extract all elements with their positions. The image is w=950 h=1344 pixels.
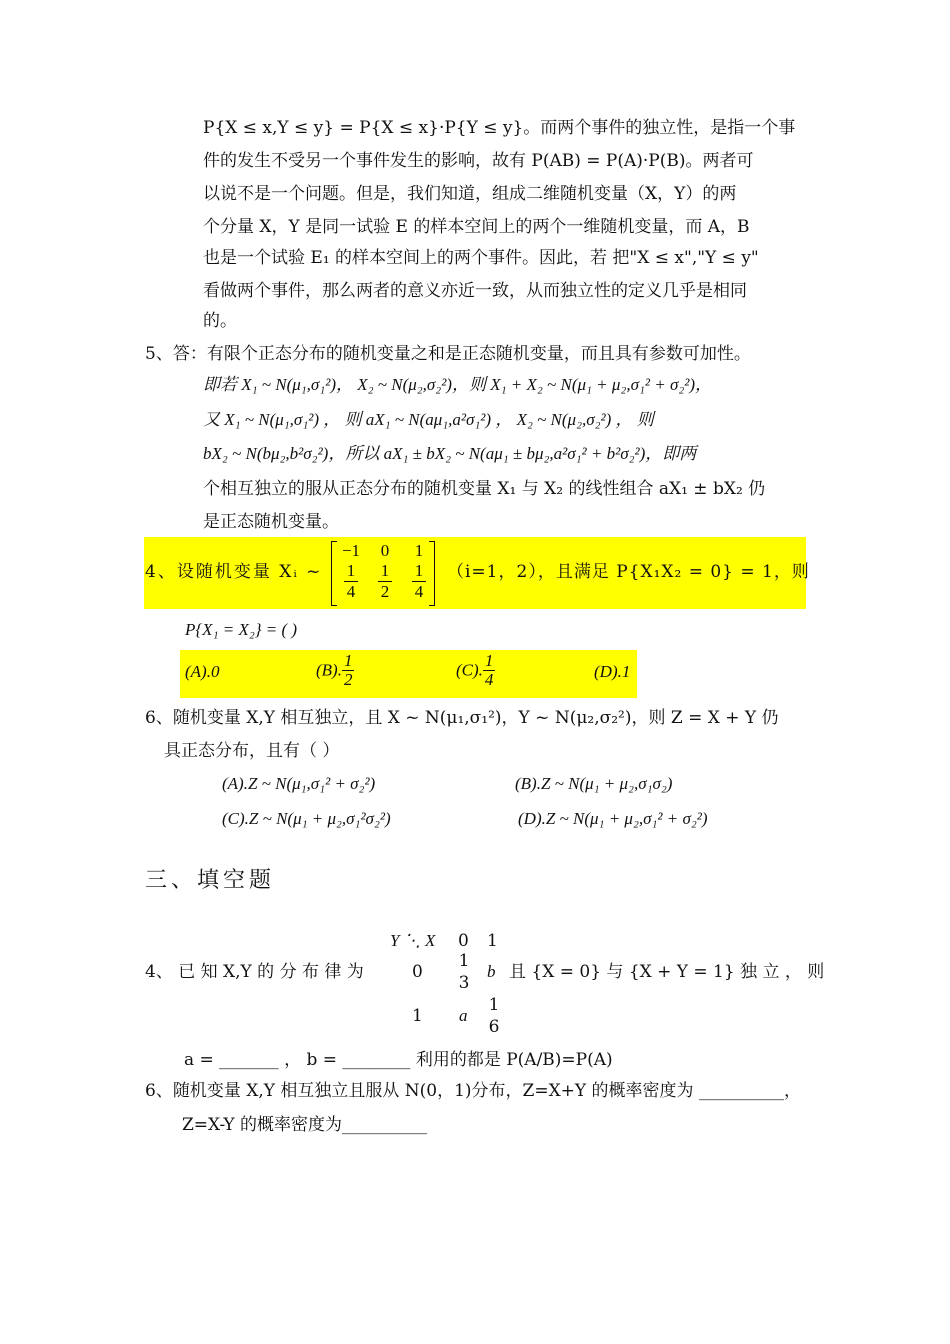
question-4-tail: （i=1，2），且满足 P{X₁X₂ = 0} = 1，则 [447,562,810,582]
text-line: 个分量 X，Y 是同一试验 E 的样本空间上的两个一维随机变量，而 A，B [203,217,750,237]
option-c: (C).Z ~ N(μ₁ + μ₂,σ₁²σ₂²) [222,809,391,828]
frac-num: 1 [484,651,494,670]
table-y0: 0 [412,962,423,982]
text-line: 是正态随机变量。 [203,512,339,532]
matrix-cell: 0 [380,541,390,560]
fraction [342,652,355,689]
table-y1: 1 [412,1006,423,1026]
p00-den: 3 [458,973,470,993]
p11-den: 6 [488,1017,500,1037]
table-corner: Y ⋱ X [390,931,436,950]
matrix-den: 4 [414,582,424,601]
matrix-den: 4 [346,582,356,601]
frac-den: 4 [484,670,494,689]
table-p10: a [459,1006,468,1025]
option-d: (D).1 [594,662,631,681]
text-line: P{X ≤ x,Y ≤ y} = P{X ≤ x}·P{Y ≤ y}。而两个事件的独立性，是指一个事 [203,118,796,138]
table-p00 [455,950,473,994]
text-line: 以说不是一个问题。但是，我们知道，组成二维随机变量（X，Y）的两 [203,184,737,204]
table-x1: 1 [487,931,498,951]
matrix-num: 1 [414,561,424,580]
option-c [456,652,495,689]
matrix-cell: 1 [414,541,424,560]
bracket-left [331,541,337,606]
matrix-den: 2 [380,582,390,601]
p00-num: 1 [458,951,470,971]
option-b-lead: (B). [316,660,342,680]
table-p01: b [487,962,496,981]
distribution-matrix [331,541,435,607]
formula-line: 即若 X₁ ~ N(μ₁,σ₁²)， X₂ ~ N(μ₂,σ₂²)，则 X₁ + X₂ ~ N(μ₁ + μ₂,σ₁² + σ₂²)， [203,375,713,394]
fill-4-lead: 4、 已 知 X,Y 的 分 布 律 为 [145,962,364,982]
option-b: (B).Z ~ N(μ₁ + μ₂,σ₁σ₂) [515,774,673,793]
matrix-cell [339,561,363,602]
matrix-cell [373,561,397,602]
matrix-cell [407,561,431,602]
text-line: 也是一个试验 E₁ 的样本空间上的两个事件。因此，若 把"X ≤ x","Y ≤ y" [203,248,759,268]
option-a: (A).Z ~ N(μ₁,σ₁² + σ₂²) [222,774,376,793]
text-line: 的。 [203,311,237,331]
question-4-line2: P{X₁ = X₂} = ( ) [185,620,298,639]
p11-num: 1 [488,995,500,1015]
question-6-line2: 具正态分布，且有（ ） [164,741,340,761]
option-a: (A).0 [185,662,220,681]
fill-6-line1: 6、随机变量 X,Y 相互独立且服从 N(0，1)分布，Z=X+Y 的概率密度为 __________， [145,1081,801,1101]
table-p11 [485,994,503,1038]
section-title: 三、填空题 [145,868,276,893]
fill-4-answer: a = _______ ， b = ________ 利用的都是 P(A/B)=P(A) [184,1050,613,1070]
answer-5-heading: 5、答：有限个正态分布的随机变量之和是正态随机变量，而且具有参数可加性。 [145,344,751,364]
frac-den: 2 [343,670,353,689]
question-4-lead: 4、设随机变量 Xᵢ ~ [145,562,323,582]
option-c-lead: (C). [456,660,483,680]
fill-6-line2: Z=X-Y 的概率密度为__________ [182,1115,428,1135]
formula-line: bX₂ ~ N(bμ₂,b²σ₂²)，所以 aX₁ ± bX₂ ~ N(aμ₁ ± bμ₂,a²σ₁² + b²σ₂²)，即两 [203,444,697,463]
text-line: 件的发生不受另一个事件发生的影响，故有 P(AB) = P(A)·P(B)。两者可 [203,151,754,171]
table-x0: 0 [458,931,469,951]
matrix-cell: −1 [341,541,361,560]
fill-4-tail: 且 {X = 0} 与 {X + Y = 1} 独 立 ， 则 [509,962,825,982]
text-line: 个相互独立的服从正态分布的随机变量 X₁ 与 X₂ 的线性组合 aX₁ ± bX₂ 仍 [203,479,766,499]
matrix-num: 1 [346,561,356,580]
option-b [316,652,354,689]
text-line: 看做两个事件，那么两者的意义亦近一致，从而独立性的定义几乎是相同 [203,281,747,301]
frac-num: 1 [343,651,353,670]
formula-line: 又 X₁ ~ N(μ₁,σ₁²) ， 则 aX₁ ~ N(aμ₁,a²σ₁²) ， X₂ ~ N(μ₂,σ₂²) ， 则 [203,410,654,429]
question-6-line1: 6、随机变量 X,Y 相互独立，且 X ~ N(μ₁,σ₁²)，Y ~ N(μ₂,σ₂²)，则 Z = X + Y 仍 [145,708,779,728]
fraction [483,652,496,689]
option-d: (D).Z ~ N(μ₁ + μ₂,σ₁² + σ₂²) [518,809,708,828]
options-highlight [180,650,637,698]
matrix-num: 1 [380,561,390,580]
